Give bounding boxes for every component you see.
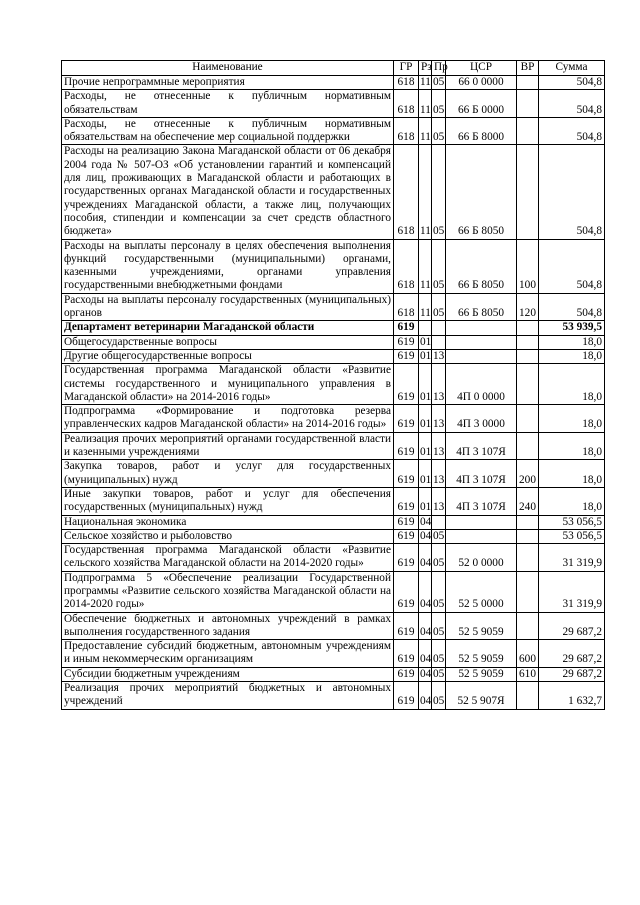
cell-pr: 13 [432,405,446,433]
cell-vr [517,90,539,118]
cell-sum: 18,0 [539,335,605,349]
cell-csr: 52 5 9059 [446,640,517,668]
cell-sum: 31 319,9 [539,571,605,612]
table-row [62,405,605,433]
cell-sum: 31 319,9 [539,544,605,572]
table-row [62,117,605,145]
cell-vr [517,515,539,529]
cell-rz: 11 [419,239,432,293]
cell-gr: 619 [394,571,419,612]
cell-name: Прочие непрограммные мероприятия [62,76,394,90]
cell-sum: 504,8 [539,117,605,145]
cell-vr [517,405,539,433]
cell-sum: 18,0 [539,349,605,363]
cell-gr: 619 [394,487,419,515]
cell-csr: 66 0 0000 [446,76,517,90]
cell-rz: 01 [419,432,432,460]
cell-vr [517,612,539,640]
cell-name: Подпрограмма 5 «Обеспечение реализации Государственной программы «Развитие сельского хозяйства Магаданской области на 2014-2020 годы» [62,571,394,612]
cell-name: Расходы, не отнесенные к публичным нормативным обязательствам [62,90,394,118]
cell-vr [517,321,539,335]
header-csr: ЦСР [446,61,517,76]
cell-pr: 05 [432,682,446,710]
cell-sum: 504,8 [539,90,605,118]
cell-sum: 504,8 [539,76,605,90]
cell-sum: 29 687,2 [539,640,605,668]
table-row [62,349,605,363]
cell-csr: 66 Б 8050 [446,145,517,239]
cell-pr: 05 [433,76,445,88]
cell-vr [517,117,539,145]
cell-pr: 05 [432,90,446,118]
cell-gr: 618 [394,76,419,90]
cell-name: Государственная программа Магаданской области «Развитие системы государственного и муниципального управления в Магаданской области» на 2014-2016 годы» [62,364,394,405]
cell-rz: 01 [419,460,432,488]
cell-gr: 619 [394,349,419,363]
cell-vr [517,544,539,572]
table-row [62,432,605,460]
cell-gr: 619 [394,667,419,681]
header-gr: ГР [394,61,419,76]
cell-name: Реализация прочих мероприятий органами государственной власти и казенными учреждениями [62,432,394,460]
cell-rz: 11 [420,76,431,88]
cell-rz: 04 [419,682,432,710]
cell-gr: 618 [394,239,419,293]
table-row [62,460,605,488]
cell-rz: 11 [419,293,432,321]
cell-name: Другие общегосударственные вопросы [62,349,394,363]
cell-pr [432,515,446,529]
cell-gr: 618 [394,90,419,118]
cell-name: Расходы, не отнесенные к публичным нормативным обязательствам на обеспечение мер социальной поддержки [62,117,394,145]
cell-name: Государственная программа Магаданской области «Развитие сельского хозяйства Магаданской области на 2014-2020 годы» [62,544,394,572]
cell-sum: 53 939,5 [539,321,605,335]
cell-pr: 05 [432,544,446,572]
cell-vr: 200 [517,460,539,488]
cell-sum: 18,0 [539,432,605,460]
cell-name: Иные закупки товаров, работ и услуг для обеспечения государственных (муниципальных) нужд [62,487,394,515]
cell-pr: 05 [432,239,446,293]
table-row [62,145,605,239]
table-row [62,667,605,681]
budget-table [61,60,605,710]
cell-rz: 01 [420,349,432,362]
cell-name: Закупка товаров, работ и услуг для государственных (муниципальных) нужд [62,460,394,488]
cell-csr: 52 0 0000 [446,544,517,572]
cell-pr: 05 [433,529,445,542]
cell-csr: 4П 3 0000 [446,405,517,433]
table-row [62,640,605,668]
cell-name: Субсидии бюджетным учреждениям [62,667,394,681]
cell-name: Расходы на выплаты персоналу в целях обеспечения выполнения функций государственными (муниципальными) органами, казенными учреждениями, органами управления государственными внебюджетными фондами [62,239,394,293]
cell-gr: 619 [394,544,419,572]
table-row [62,239,605,293]
cell-pr: 05 [432,612,446,640]
table-row [62,515,605,529]
cell-sum: 18,0 [539,460,605,488]
cell-csr [446,335,517,349]
cell-sum: 29 687,2 [539,667,605,681]
cell-name: Обеспечение бюджетных и автономных учреждений в рамках выполнения государственного задания [62,612,394,640]
cell-rz: 04 [420,529,432,542]
table-row [62,571,605,612]
cell-csr: 4П 3 107Я [446,487,517,515]
cell-sum: 504,8 [539,293,605,321]
table-row [62,682,605,710]
cell-vr [517,682,539,710]
cell-name: Предоставление субсидий бюджетным, автономным учреждениям и иным некоммерческим организациям [62,640,394,668]
cell-name: Подпрограмма «Формирование и подготовка резерва управленческих кадров Магаданской области» на 2014-2016 годы» [62,405,394,433]
cell-vr [517,145,539,239]
cell-gr: 619 [394,612,419,640]
cell-rz: 01 [419,405,432,433]
table-row [62,321,605,335]
cell-pr: 05 [432,145,446,239]
cell-rz: 04 [419,571,432,612]
cell-rz: 04 [420,667,432,680]
cell-sum: 29 687,2 [539,612,605,640]
cell-pr: 13 [433,349,445,362]
cell-pr: 05 [432,293,446,321]
cell-pr: 05 [432,640,446,668]
cell-vr [517,432,539,460]
cell-gr: 619 [394,682,419,710]
table-row [62,90,605,118]
cell-gr: 619 [394,364,419,405]
cell-sum: 18,0 [539,487,605,515]
cell-rz: 01 [419,364,432,405]
cell-name: Расходы на реализацию Закона Магаданской области от 06 декабря 2004 года № 507-ОЗ «Об установлении гарантий и компенсаций для лиц, проживающих в Магаданской области и работающих в государственных органах Магаданской области и государственных учреждениях Магаданской области, а также лиц, получающих пособия, стипендии и компенсации за счет средств областного бюджета» [62,145,394,239]
cell-vr [517,335,539,349]
cell-csr: 52 5 9059 [446,612,517,640]
cell-pr [432,321,446,335]
header-sum: Сумма [539,61,605,76]
cell-sum: 1 632,7 [539,682,605,710]
cell-pr: 05 [432,571,446,612]
cell-csr: 52 5 9059 [446,667,517,681]
table-row [62,335,605,349]
header-name: Наименование [62,61,394,76]
cell-csr: 4П 3 107Я [446,432,517,460]
cell-csr [446,321,517,335]
document-page [61,60,604,710]
cell-sum: 53 056,5 [539,515,605,529]
table-row [62,529,605,543]
cell-sum: 18,0 [539,405,605,433]
cell-vr [517,571,539,612]
cell-csr: 66 Б 8000 [446,117,517,145]
cell-rz: 11 [419,90,432,118]
cell-csr [446,349,517,363]
cell-gr: 619 [394,405,419,433]
cell-sum: 18,0 [539,364,605,405]
cell-sum: 53 056,5 [539,529,605,543]
cell-gr: 619 [394,335,419,349]
cell-vr [517,76,539,90]
cell-rz: 04 [419,640,432,668]
cell-rz: 04 [419,544,432,572]
cell-csr: 66 Б 0000 [446,90,517,118]
cell-csr: 66 Б 8050 [446,293,517,321]
cell-name: Расходы на выплаты персоналу государственных (муниципальных) органов [62,293,394,321]
header-rz: Рз [419,61,432,76]
table-row [62,612,605,640]
cell-vr: 100 [517,239,539,293]
cell-gr: 619 [394,460,419,488]
cell-pr: 05 [433,667,445,680]
cell-csr: 4П 0 0000 [446,364,517,405]
cell-name: Департамент ветеринарии Магаданской области [62,321,394,335]
header-vr: ВР [517,61,539,76]
table-row [62,544,605,572]
cell-sum: 504,8 [539,239,605,293]
cell-gr: 619 [394,640,419,668]
cell-name: Сельское хозяйство и рыболовство [62,529,394,543]
cell-gr: 619 [394,515,419,529]
cell-csr: 66 Б 8050 [446,239,517,293]
cell-vr: 240 [517,487,539,515]
cell-pr: 13 [432,364,446,405]
cell-gr: 618 [394,293,419,321]
cell-rz: 01 [419,487,432,515]
cell-csr: 52 5 907Я [446,682,517,710]
header-pr: Пр [432,61,446,76]
table-row [62,487,605,515]
cell-sum: 504,8 [539,145,605,239]
cell-gr: 619 [394,529,419,543]
cell-name: Национальная экономика [62,515,394,529]
table-header-row [62,61,605,76]
cell-pr: 13 [432,460,446,488]
cell-gr: 619 [394,321,419,335]
cell-pr: 13 [432,432,446,460]
cell-pr: 13 [432,487,446,515]
cell-vr: 610 [517,667,539,681]
cell-rz: 11 [419,145,432,239]
cell-gr: 618 [394,117,419,145]
cell-rz: 11 [419,117,432,145]
cell-vr: 120 [517,293,539,321]
cell-name: Реализация прочих мероприятий бюджетных и автономных учреждений [62,682,394,710]
cell-csr: 4П 3 107Я [446,460,517,488]
cell-rz: 01 [420,335,432,348]
table-row [62,364,605,405]
cell-gr: 619 [394,432,419,460]
cell-rz: 04 [419,612,432,640]
table-row [62,293,605,321]
cell-csr [446,529,517,543]
cell-rz: 04 [420,515,432,528]
cell-rz [419,321,432,335]
cell-pr: 05 [432,117,446,145]
cell-vr [517,349,539,363]
cell-vr [517,529,539,543]
cell-pr [432,335,446,349]
cell-vr: 600 [517,640,539,668]
cell-csr [446,515,517,529]
cell-csr: 52 5 0000 [446,571,517,612]
cell-vr [517,364,539,405]
table-row [62,76,605,90]
cell-name: Общегосударственные вопросы [62,335,394,349]
cell-gr: 618 [394,145,419,239]
